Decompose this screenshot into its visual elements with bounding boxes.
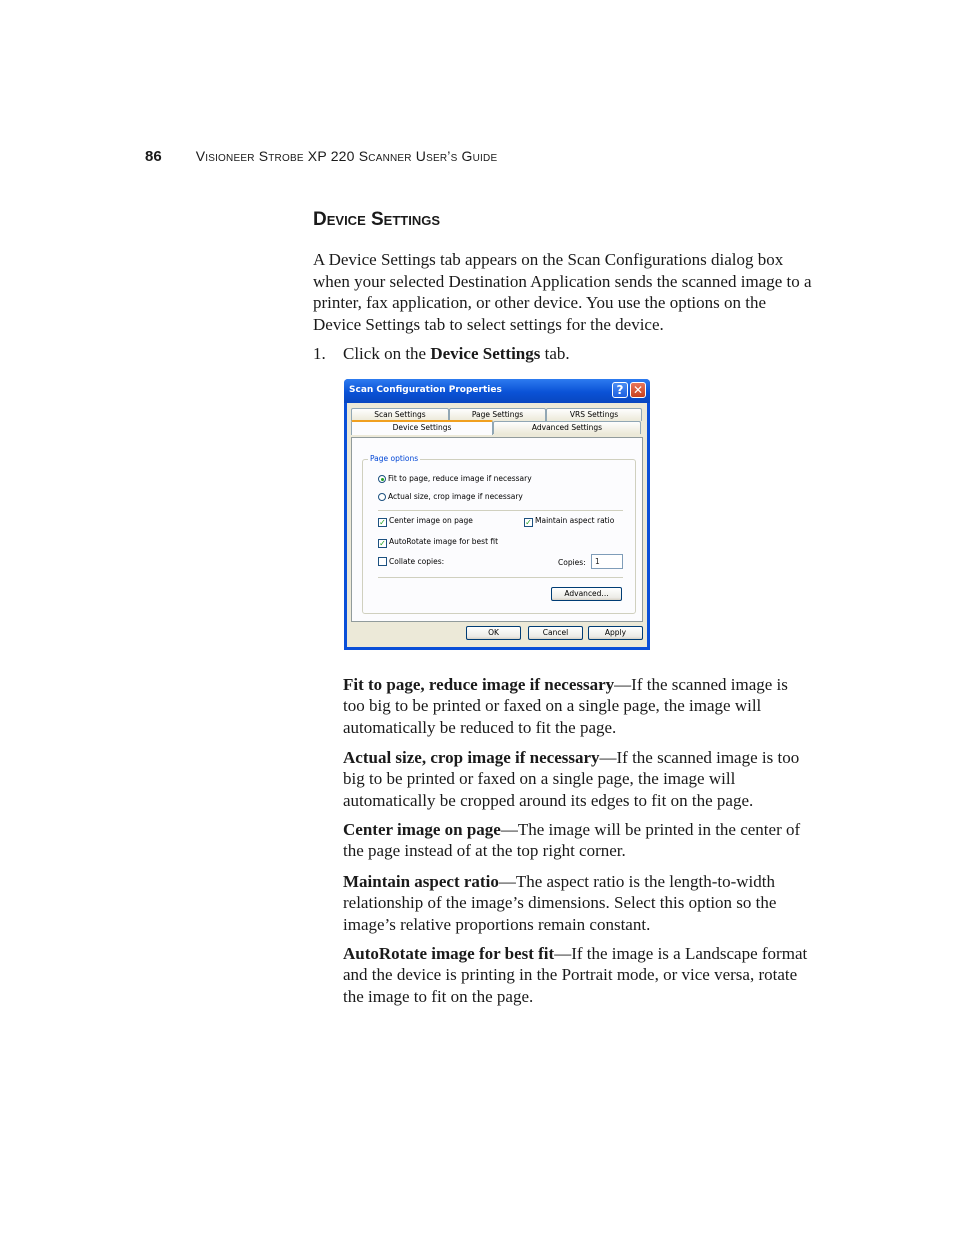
dialog-client — [347, 403, 647, 647]
description-text: —If the image is a Landscape format and the device is printing in the Portrait mode, or vice versa, rotate the image to fit on the page. — [343, 944, 808, 1006]
dialog-titlebar — [344, 379, 650, 403]
intro-paragraph: A Device Settings tab appears on the Scan Configurations dialog box when your selected Destination Application sends the scanned image to a printer, fax application, or other device. You use the options on the Device Settings tab to select settings for the device. — [313, 250, 812, 334]
checkbox-maintain-aspect[interactable] — [524, 516, 614, 527]
checkbox-center-label: Center image on page — [389, 516, 473, 525]
description-maintain-aspect — [343, 871, 811, 935]
step-text-pre: Click on the — [343, 344, 431, 363]
ok-button[interactable]: OK — [466, 626, 521, 640]
scan-configuration-dialog — [344, 379, 650, 650]
checkbox-autorotate-label: AutoRotate image for best fit — [389, 537, 499, 546]
copies-label: Copies: — [558, 558, 586, 567]
checkbox-checked-icon: ✓ — [379, 539, 386, 548]
description-autorotate — [343, 943, 811, 1007]
description-fit-to-page — [343, 674, 811, 738]
checkbox-checked-icon: ✓ — [525, 518, 532, 527]
divider — [378, 577, 623, 578]
tab-vrs-settings[interactable]: VRS Settings — [546, 408, 642, 421]
guide-title: Visioneer Strobe XP 220 Scanner User’s Guide — [195, 148, 498, 164]
description-actual-size — [343, 747, 811, 811]
step-text-post: tab. — [540, 344, 570, 363]
device-settings-panel — [351, 437, 643, 622]
checkbox-collate-label: Collate copies: — [389, 557, 445, 566]
description-term: AutoRotate image for best fit — [343, 944, 555, 963]
dialog-title: Scan Configuration Properties — [349, 385, 502, 395]
description-text: —If the scanned image is too big to be printed or faxed on a single page, the image will automatically be cropped around its edges to fit on the page. — [343, 748, 800, 810]
tab-advanced-settings[interactable]: Advanced Settings — [493, 421, 641, 434]
page-options-group — [362, 454, 636, 614]
step-text-bold: Device Settings — [430, 344, 541, 363]
cancel-button[interactable]: Cancel — [528, 626, 583, 640]
description-term: Fit to page, reduce image if necessary — [343, 675, 615, 694]
checkbox-aspect-label: Maintain aspect ratio — [535, 516, 615, 525]
help-icon[interactable]: ? — [612, 382, 628, 398]
description-text: —If the scanned image is too big to be printed or faxed on a single page, the image will automatically be reduced to fit the page. — [343, 675, 788, 737]
radio-fit-to-page[interactable] — [378, 474, 532, 484]
step-number: 1. — [313, 344, 326, 363]
radio-actual-size[interactable] — [378, 492, 523, 502]
checkbox-collate[interactable] — [378, 557, 444, 567]
running-head — [145, 148, 497, 166]
description-term: Center image on page — [343, 820, 501, 839]
radio-selected-icon — [378, 475, 386, 483]
radio-unselected-icon — [378, 493, 386, 501]
description-text: —The aspect ratio is the length-to-width relationship of the image’s dimensions. Select this option so the image’s relative proportions remain constant. — [343, 872, 777, 934]
divider — [378, 510, 623, 511]
apply-button[interactable]: Apply — [588, 626, 643, 640]
radio-fit-label: Fit to page, reduce image if necessary — [388, 474, 532, 483]
description-center-image — [343, 819, 811, 862]
advanced-button[interactable]: Advanced... — [551, 587, 622, 601]
tab-page-settings[interactable]: Page Settings — [449, 408, 546, 421]
page-options-label: Page options — [370, 454, 419, 463]
checkbox-unchecked-icon — [378, 557, 387, 566]
section-title: Device Settings — [313, 209, 441, 230]
checkbox-autorotate[interactable] — [378, 537, 498, 548]
description-term: Actual size, crop image if necessary — [343, 748, 600, 767]
step-1 — [313, 343, 813, 365]
page-number: 86 — [145, 148, 162, 165]
close-icon[interactable]: ✕ — [630, 382, 646, 398]
checkbox-checked-icon: ✓ — [379, 518, 386, 527]
checkbox-center-image[interactable] — [378, 516, 473, 527]
radio-actual-label: Actual size, crop image if necessary — [388, 492, 523, 501]
tab-scan-settings[interactable]: Scan Settings — [351, 408, 449, 421]
tab-device-settings[interactable]: Device Settings — [351, 420, 493, 435]
description-term: Maintain aspect ratio — [343, 872, 499, 891]
copies-input[interactable]: 1 — [591, 554, 623, 569]
description-text: —The image will be printed in the center of the page instead of at the top right corner. — [343, 820, 801, 861]
